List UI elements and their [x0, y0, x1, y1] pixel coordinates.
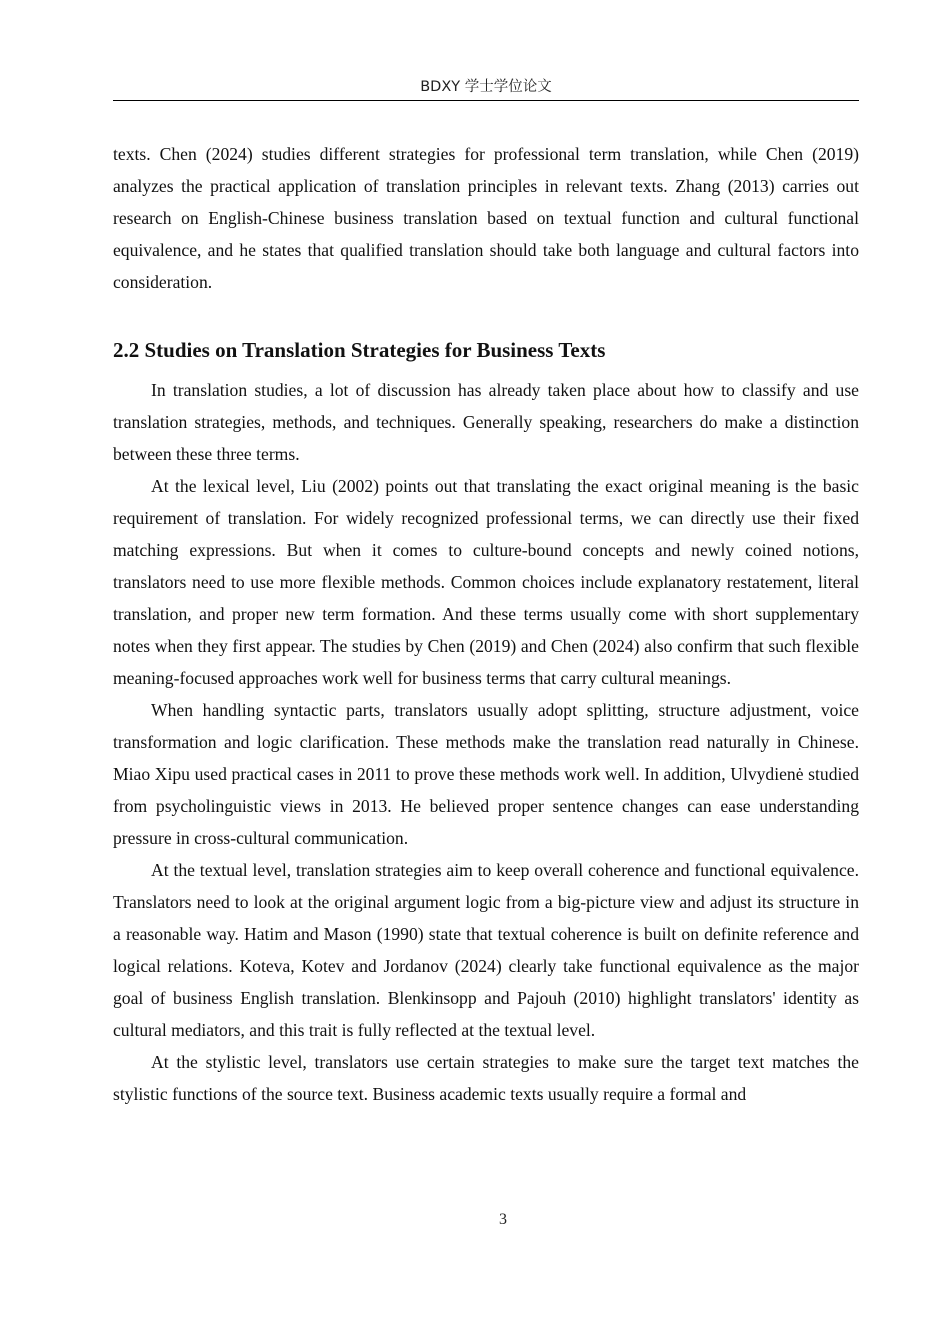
page-body	[113, 138, 859, 1110]
body-paragraph: In translation studies, a lot of discussion has already taken place about how to classify and use translation strategies, methods, and techniques. Generally speaking, researchers do make a distinction between these three terms.	[113, 380, 859, 464]
header-divider	[113, 100, 859, 101]
section-heading: 2.2 Studies on Translation Strategies for Business Texts	[113, 338, 606, 362]
body-paragraph: At the textual level, translation strategies aim to keep overall coherence and functional equivalence. Translators need to look at the original argument logic from a big-picture view and adjust its structure in a reasonable way. Hatim and Mason (1990) state that textual coherence is built on definite reference and logical relations. Koteva, Kotev and Jordanov (2024) clearly take functional equivalence as the major goal of business English translation. Blenkinsopp and Pajouh (2010) highlight translators' identity as cultural mediators, and this trait is fully reflected at the textual level.	[113, 860, 859, 1040]
page-number: 3	[499, 1211, 507, 1228]
body-paragraph: When handling syntactic parts, translators usually adopt splitting, structure adjustment, voice transformation and logic clarification. These methods make the translation read naturally in Chinese. Miao Xipu used practical cases in 2011 to prove these methods work well. In addition, Ulvydienė studied from psycholinguistic views in 2013. He believed proper sentence changes can ease understanding pressure in cross-cultural communication.	[113, 700, 859, 848]
body-paragraph: At the stylistic level, translators use certain strategies to make sure the target text matches the stylistic functions of the source text. Business academic texts usually require a formal and	[113, 1052, 859, 1104]
body-paragraph: At the lexical level, Liu (2002) points out that translating the exact original meaning is the basic requirement of translation. For widely recognized professional terms, we can directly use their fixed matching expressions. But when it comes to culture-bound concepts and newly coined notions, translators need to use more flexible methods. Common choices include explanatory restatement, literal translation, and proper new term formation. And these terms usually come with short supplementary notes when they first appear. The studies by Chen (2019) and Chen (2024) also confirm that such flexible meaning-focused approaches work well for business terms that carry cultural meanings.	[113, 476, 859, 688]
body-paragraph: texts. Chen (2024) studies different strategies for professional term translation, while Chen (2019) analyzes the practical application of translation principles in relevant texts. Zhang (2013) carries out research on English-Chinese business translation based on textual function and cultural functional equivalence, and he states that qualified translation should take both language and cultural factors into consideration.	[113, 144, 859, 292]
running-header: BDXY 学士学位论文	[420, 79, 552, 95]
